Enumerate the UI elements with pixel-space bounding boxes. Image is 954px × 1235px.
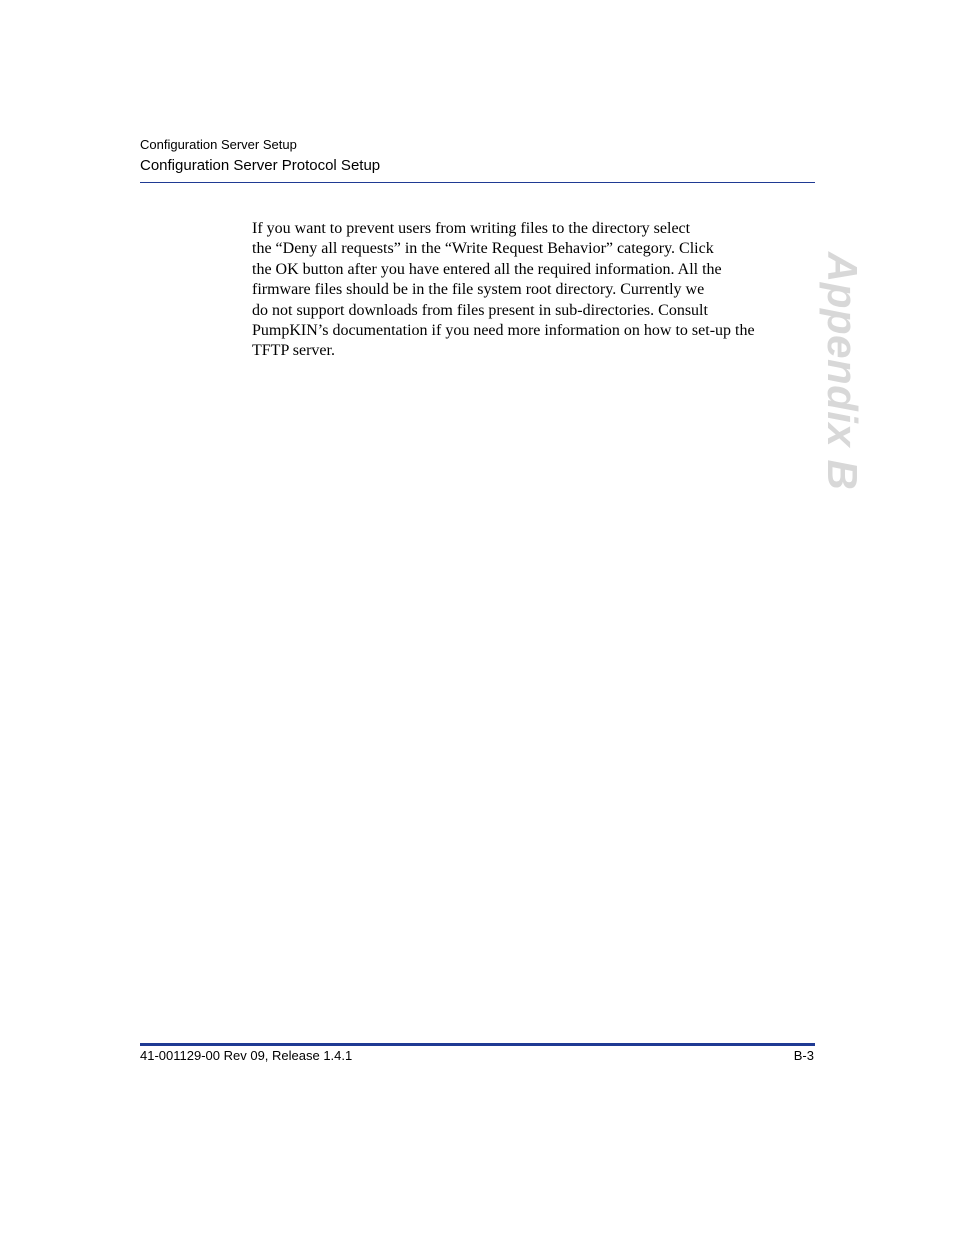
appendix-side-tab xyxy=(817,252,867,491)
footer-document-id: 41-001129-00 Rev 09, Release 1.4.1 xyxy=(140,1048,353,1063)
body-line: firmware files should be in the file system root directory. Currently we xyxy=(252,281,705,299)
body-line: PumpKIN’s documentation if you need more information on how to set-up the xyxy=(252,322,755,340)
body-line: do not support downloads from files present in sub-directories. Consult xyxy=(252,301,708,319)
appendix-side-tab-label: Appendix B xyxy=(819,252,866,491)
body-line: the “Deny all requests” in the “Write Request Behavior” category. Click xyxy=(252,240,714,258)
header-rule xyxy=(140,182,815,183)
body-line: TFTP server. xyxy=(252,342,335,360)
body-line: If you want to prevent users from writing files to the directory select xyxy=(252,220,691,237)
footer-rule xyxy=(140,1043,815,1046)
body-paragraph xyxy=(252,219,812,362)
running-header-section: Configuration Server Setup xyxy=(140,137,297,152)
footer-page-number: B-3 xyxy=(793,1048,814,1063)
running-header-subsection: Configuration Server Protocol Setup xyxy=(140,157,381,174)
body-line: the OK button after you have entered all the required information. All the xyxy=(252,260,722,278)
